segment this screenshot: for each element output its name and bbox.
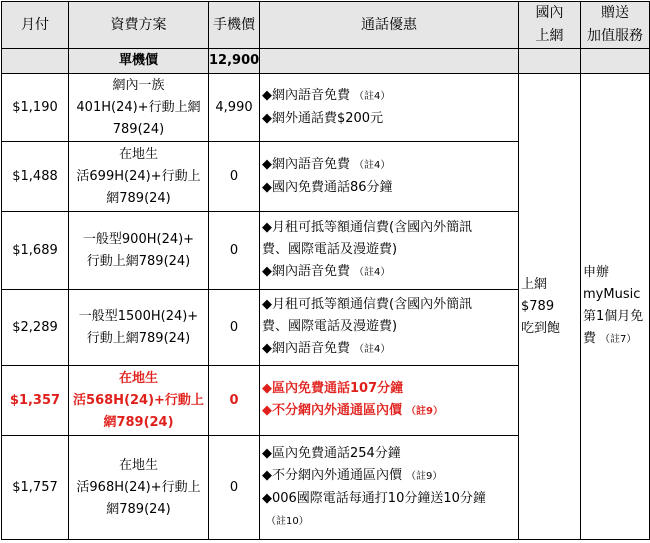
plan-name-line: 一般型900H(24)+ <box>82 231 195 247</box>
offer-text: ◆國內免費通話86分鐘 <box>262 180 393 195</box>
tariff-table <box>1 1 650 540</box>
offer-text: ◆網內語音免費 <box>262 157 350 172</box>
plan-name-line: 網內一族 <box>112 77 165 93</box>
offer-line <box>262 316 518 338</box>
header-gift <box>581 2 650 49</box>
plan-name-cell <box>69 290 209 366</box>
plan-name-line: 一般型1500H(24)+ <box>78 308 199 324</box>
offer-text: ◆網內語音免費 <box>262 341 350 356</box>
phone-price-cell: 0 <box>209 212 260 290</box>
monthly-fee-cell: $1,190 <box>2 74 69 142</box>
header-plan: 資費方案 <box>69 2 209 49</box>
offer-line <box>262 217 518 239</box>
offer-note: （註9） <box>406 470 443 482</box>
call-offers-cell <box>260 74 519 142</box>
gift-note: （註7） <box>600 334 637 345</box>
call-offers-cell <box>260 212 519 290</box>
plan-name-line: 網789(24) <box>103 414 174 430</box>
offer-line <box>262 400 518 423</box>
plan-name-line: 活968H(24)+行動上 <box>76 479 201 495</box>
call-offers-cell <box>260 290 519 366</box>
single-empty-cell <box>2 49 69 74</box>
plan-name-line: 在地生 <box>118 370 158 386</box>
gift-service-cell <box>581 74 650 540</box>
call-offers-cell <box>260 436 519 540</box>
offer-text: ◆006國際電話每通打10分鐘送10分鐘 <box>262 490 486 506</box>
plan-name-line: 網789(24) <box>106 190 171 206</box>
monthly-fee-cell: $1,757 <box>2 436 69 540</box>
plan-name-line: 活568H(24)+行動上 <box>73 392 204 408</box>
offer-line <box>262 488 518 510</box>
plan-name-line: 401H(24)+行動上網 <box>76 99 201 115</box>
single-price-value: 12,900 <box>209 49 260 74</box>
offer-text: 費、國際電話及漫遊費) <box>262 242 398 257</box>
gift-line: 第1個月免 <box>583 309 644 324</box>
offer-line <box>262 294 518 316</box>
offer-line <box>262 443 518 465</box>
plan-name-cell <box>69 366 209 436</box>
header-call-offers: 通話優惠 <box>260 2 519 49</box>
single-price-row <box>2 49 650 74</box>
offer-text: ◆網內語音免費 <box>262 264 350 279</box>
plan-name-cell <box>69 212 209 290</box>
phone-price-cell: 0 <box>209 436 260 540</box>
gift-line: 費 <box>583 331 597 346</box>
offer-line <box>262 85 518 108</box>
single-empty-cell <box>519 49 581 74</box>
offer-note: （註4） <box>354 160 391 171</box>
offer-line <box>262 465 518 488</box>
call-offers-cell <box>260 366 519 436</box>
plan-name-line: 行動上網789(24) <box>86 253 191 269</box>
offer-line <box>262 239 518 261</box>
header-domestic-data-line1: 國內 <box>535 5 564 21</box>
offer-text: ◆月租可抵等額通信費(含國內外簡訊 <box>262 220 473 235</box>
plan-name-line: 行動上網789(24) <box>86 330 191 346</box>
domestic-data-cell <box>519 74 581 540</box>
monthly-fee-cell: $1,357 <box>2 366 69 436</box>
monthly-fee-cell: $1,488 <box>2 142 69 212</box>
offer-line <box>262 510 518 533</box>
data-plan-line: 上網$789 <box>521 276 555 314</box>
offer-text: ◆網內語音免費 <box>262 88 350 103</box>
phone-price-cell: 4,990 <box>209 74 260 142</box>
call-offers-cell <box>260 142 519 212</box>
offer-line <box>262 177 518 199</box>
offer-line <box>262 378 518 400</box>
offer-text: ◆區內免費通話254分鐘 <box>262 445 401 461</box>
plan-name-line: 網789(24) <box>106 501 171 517</box>
single-empty-cell <box>581 49 650 74</box>
single-price-label: 單機價 <box>69 49 209 74</box>
plan-name-cell <box>69 142 209 212</box>
header-phone-price: 手機價 <box>209 2 260 49</box>
offer-text: ◆月租可抵等額通信費(含國內外簡訊 <box>262 297 473 312</box>
offer-line <box>262 108 518 130</box>
single-empty-cell <box>260 49 519 74</box>
monthly-fee-cell: $1,689 <box>2 212 69 290</box>
plan-name-cell <box>69 74 209 142</box>
offer-text: ◆網外通話費$200元 <box>262 111 384 126</box>
data-plan-line: 吃到飽 <box>521 320 561 336</box>
offer-note: （註4） <box>354 344 391 355</box>
offer-text: ◆區內免費通話107分鐘 <box>262 381 404 396</box>
header-domestic-data-line2: 上網 <box>535 28 564 44</box>
header-gift-line2: 加值服務 <box>587 28 643 44</box>
offer-note: （註4） <box>354 91 391 102</box>
header-gift-line1: 贈送 <box>601 5 629 21</box>
phone-price-cell: 0 <box>209 142 260 212</box>
plan-name-line: 在地生 <box>118 146 158 162</box>
plan-row <box>2 74 650 142</box>
gift-line: 申辦 <box>583 265 610 280</box>
offer-text: ◆不分網內外通通區內價 <box>262 467 402 483</box>
phone-price-cell: 0 <box>209 366 260 436</box>
plan-name-cell <box>69 436 209 540</box>
offer-text: 費、國際電話及漫遊費) <box>262 319 398 334</box>
header-monthly: 月付 <box>2 2 69 49</box>
header-row <box>2 2 650 49</box>
offer-line <box>262 154 518 177</box>
gift-line: myMusic <box>583 287 641 302</box>
offer-note: （註10） <box>266 515 309 527</box>
monthly-fee-cell: $2,289 <box>2 290 69 366</box>
offer-note: （註4） <box>354 267 391 278</box>
offer-text: ◆不分網內外通通區內價 <box>262 403 402 418</box>
phone-price-cell: 0 <box>209 290 260 366</box>
plan-name-line: 在地生 <box>118 457 158 473</box>
plan-name-line: 活699H(24)+行動上 <box>76 168 201 184</box>
offer-line <box>262 261 518 284</box>
offer-line <box>262 338 518 361</box>
offer-note: （註9） <box>406 406 443 417</box>
header-domestic-data <box>519 2 581 49</box>
plan-name-line: 789(24) <box>112 121 165 137</box>
